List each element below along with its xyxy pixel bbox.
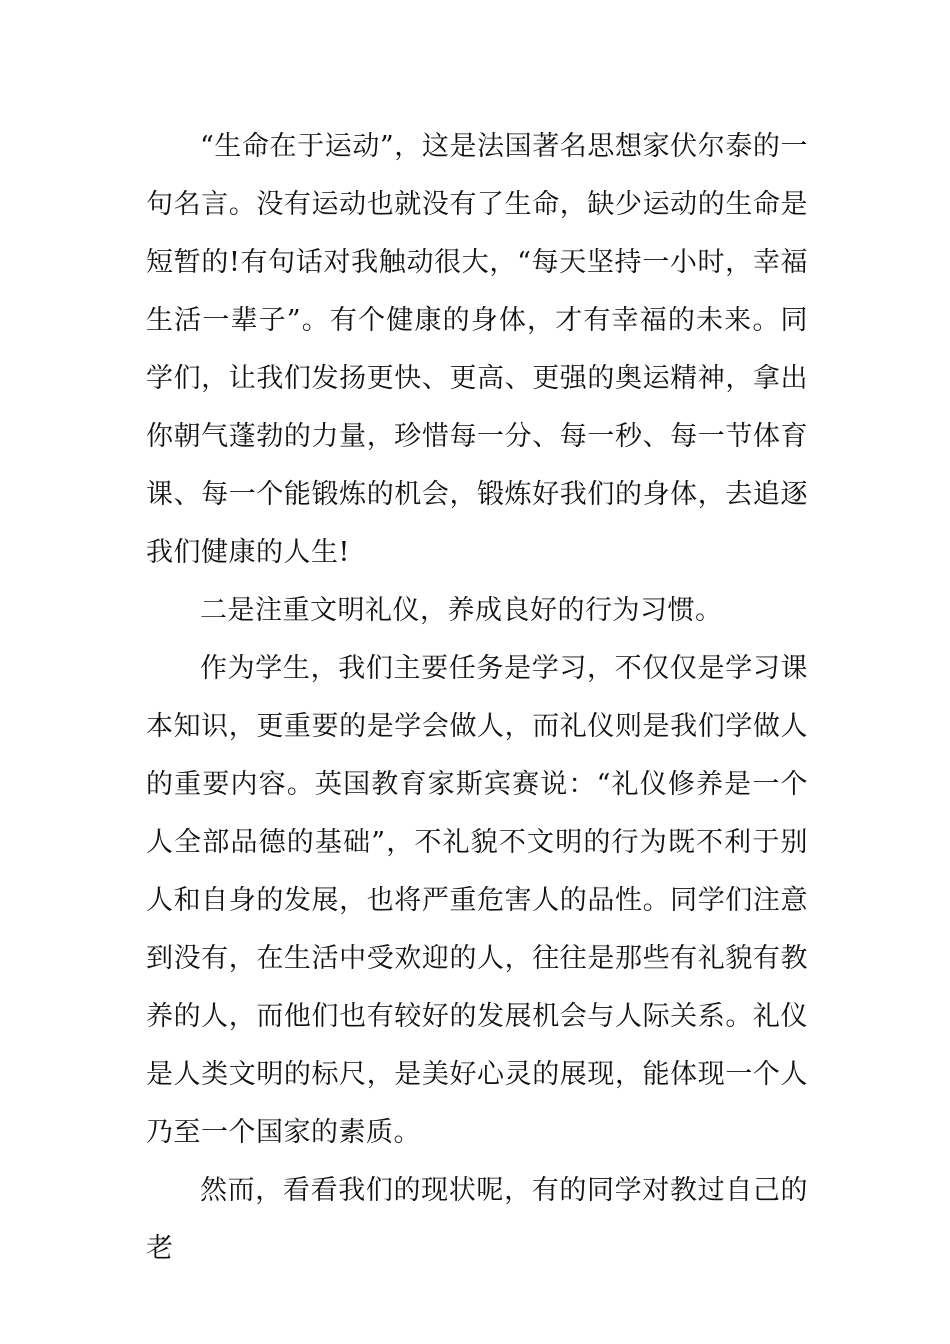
paragraph-2: 二是注重文明礼仪，养成良好的行为习惯。: [200, 595, 723, 626]
paragraph-3: 作为学生，我们主要任务是学习，不仅仅是学习课本知识，更重要的是学会做人，而礼仪则是我们学做人的重要内容。英国教育家斯宾赛说：“礼仪修养是一个人全部品德的基础”，不礼貌不文明的行为既不利于别人和自身的发展，也将严重危害人的品性。同学们注意到没有，在生活中受欢迎的人，往往是那些有礼貌有教养的人，而他们也有较好的发展机会与人际关系。礼仪是人类文明的标尺，是美好心灵的展现，能体现一个人乃至一个国家的素质。: [146, 653, 808, 1148]
paragraph-1: “生命在于运动”，这是法国著名思想家伏尔泰的一句名言。没有运动也就没有了生命，缺少运动的生命是短暂的!有句话对我触动很大，“每天坚持一小时，幸福生活一辈子”。有个健康的身体，才有幸福的未来。同学们，让我们发扬更快、更高、更强的奥运精神，拿出你朝气蓬勃的力量，珍惜每一分、每一秒、每一节体育课、每一个能锻炼的机会，锻炼好我们的身体，去追逐我们健康的人生!: [146, 131, 808, 568]
paragraph-4: 然而，看看我们的现状呢，有的同学对教过自己的老: [146, 1175, 808, 1264]
document-body: [146, 118, 808, 1278]
